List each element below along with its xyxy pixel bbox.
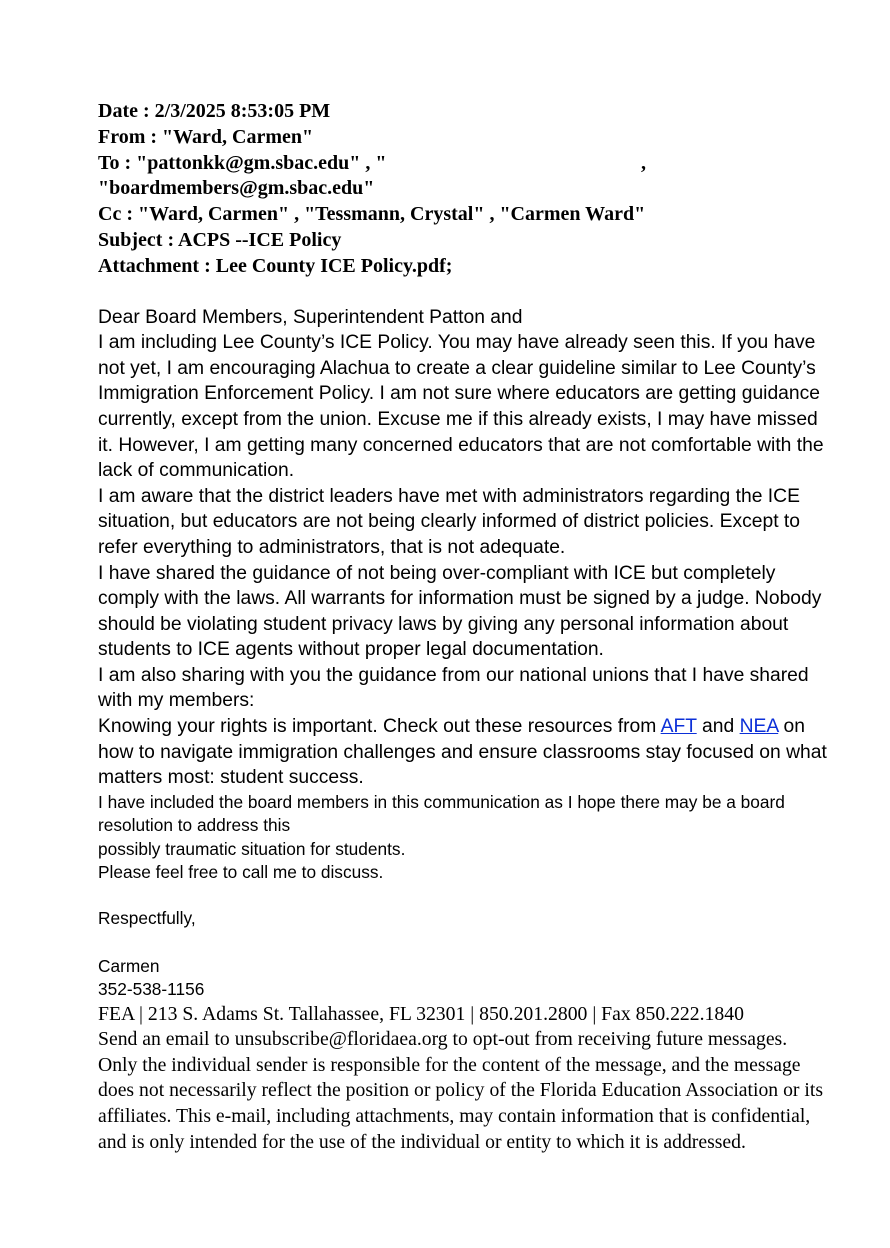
to-recipients: To : "pattonkk@gm.sbac.edu" , " [98, 151, 387, 174]
signature-spacer [98, 931, 828, 955]
closing: Respectfully, [98, 908, 196, 929]
closing-spacer [98, 884, 828, 907]
greeting: Dear Board Members, Superintendent Patton and [98, 306, 523, 328]
resources-text-end: on how to navigate immigration challenges and ensure classrooms stay focused on what matters most: student success. [98, 716, 827, 789]
paragraph-resources [98, 714, 828, 791]
fea-address: FEA | 213 S. Adams St. Tallahassee, FL 32301 | 850.201.2800 | Fax 850.222.1840 [98, 1002, 744, 1025]
attachment-line: Attachment : Lee County ICE Policy.pdf; [98, 254, 453, 277]
board-resolution-note: I have included the board members in this communication as I hope there may be a board resolution to address this [98, 791, 785, 836]
email-body [98, 305, 828, 1002]
to-line [98, 151, 828, 177]
aft-link[interactable]: AFT [660, 716, 697, 738]
paragraph-national-unions: I am also sharing with you the guidance from our national unions that I have shared with my members: [98, 664, 809, 712]
to-separator: , [641, 151, 646, 174]
nea-link[interactable]: NEA [739, 716, 779, 738]
paragraph-district-leaders: I am aware that the district leaders have met with administrators regarding the ICE situation, but educators are not being clearly informed of district policies. Except to refer everything to administrators, that is not adequate. [98, 485, 800, 558]
email-footer [98, 1002, 828, 1156]
email-document [98, 99, 828, 1155]
from-line: From : "Ward, Carmen" [98, 125, 314, 148]
board-resolution-note-continued: possibly traumatic situation for students. [98, 838, 406, 859]
cc-line: Cc : "Ward, Carmen" , "Tessmann, Crystal" , "Carmen Ward" [98, 203, 646, 226]
resources-text-start: Knowing your rights is important. Check out these resources from [98, 716, 661, 738]
paragraph-lee-county-policy: I am including Lee County’s ICE Policy. You may have already seen this. If you have not yet, I am encouraging Alachua to create a clear guideline similar to Lee County’s Immigration Enforcement Policy. I am not sure where educators are getting guidance currently, except from the union. Excuse me if this already exists, I may have missed it. However, I am getting many concerned educators that are not comfortable with the lack of communication. [98, 332, 824, 482]
to-line-continued: "boardmembers@gm.sbac.edu" [98, 177, 375, 200]
legal-disclaimer: Send an email to unsubscribe@floridaea.org to opt-out from receiving future messages. Only the individual sender is responsible for the content of the message, and the message does not necessarily reflect the position or policy of the Florida Education Association or its affiliates. This e-mail, including attachments, may contain information that is confidential, and is only intended for the use of the individual or entity to which it is addressed. [98, 1028, 823, 1153]
call-to-discuss: Please feel free to call me to discuss. [98, 862, 384, 883]
subject-line: Subject : ACPS --ICE Policy [98, 228, 342, 251]
signature-name: Carmen [98, 955, 160, 976]
resources-text-and: and [696, 716, 740, 738]
email-header [98, 99, 828, 280]
signature-phone: 352-538-1156 [98, 979, 205, 1000]
header-spacer [98, 280, 828, 305]
paragraph-compliance-guidance: I have shared the guidance of not being over-compliant with ICE but completely comply with the laws. All warrants for information must be signed by a judge. Nobody should be violating student privacy laws by giving any personal information about students to ICE agents without proper legal documentation. [98, 562, 822, 661]
date-line: Date : 2/3/2025 8:53:05 PM [98, 100, 331, 122]
